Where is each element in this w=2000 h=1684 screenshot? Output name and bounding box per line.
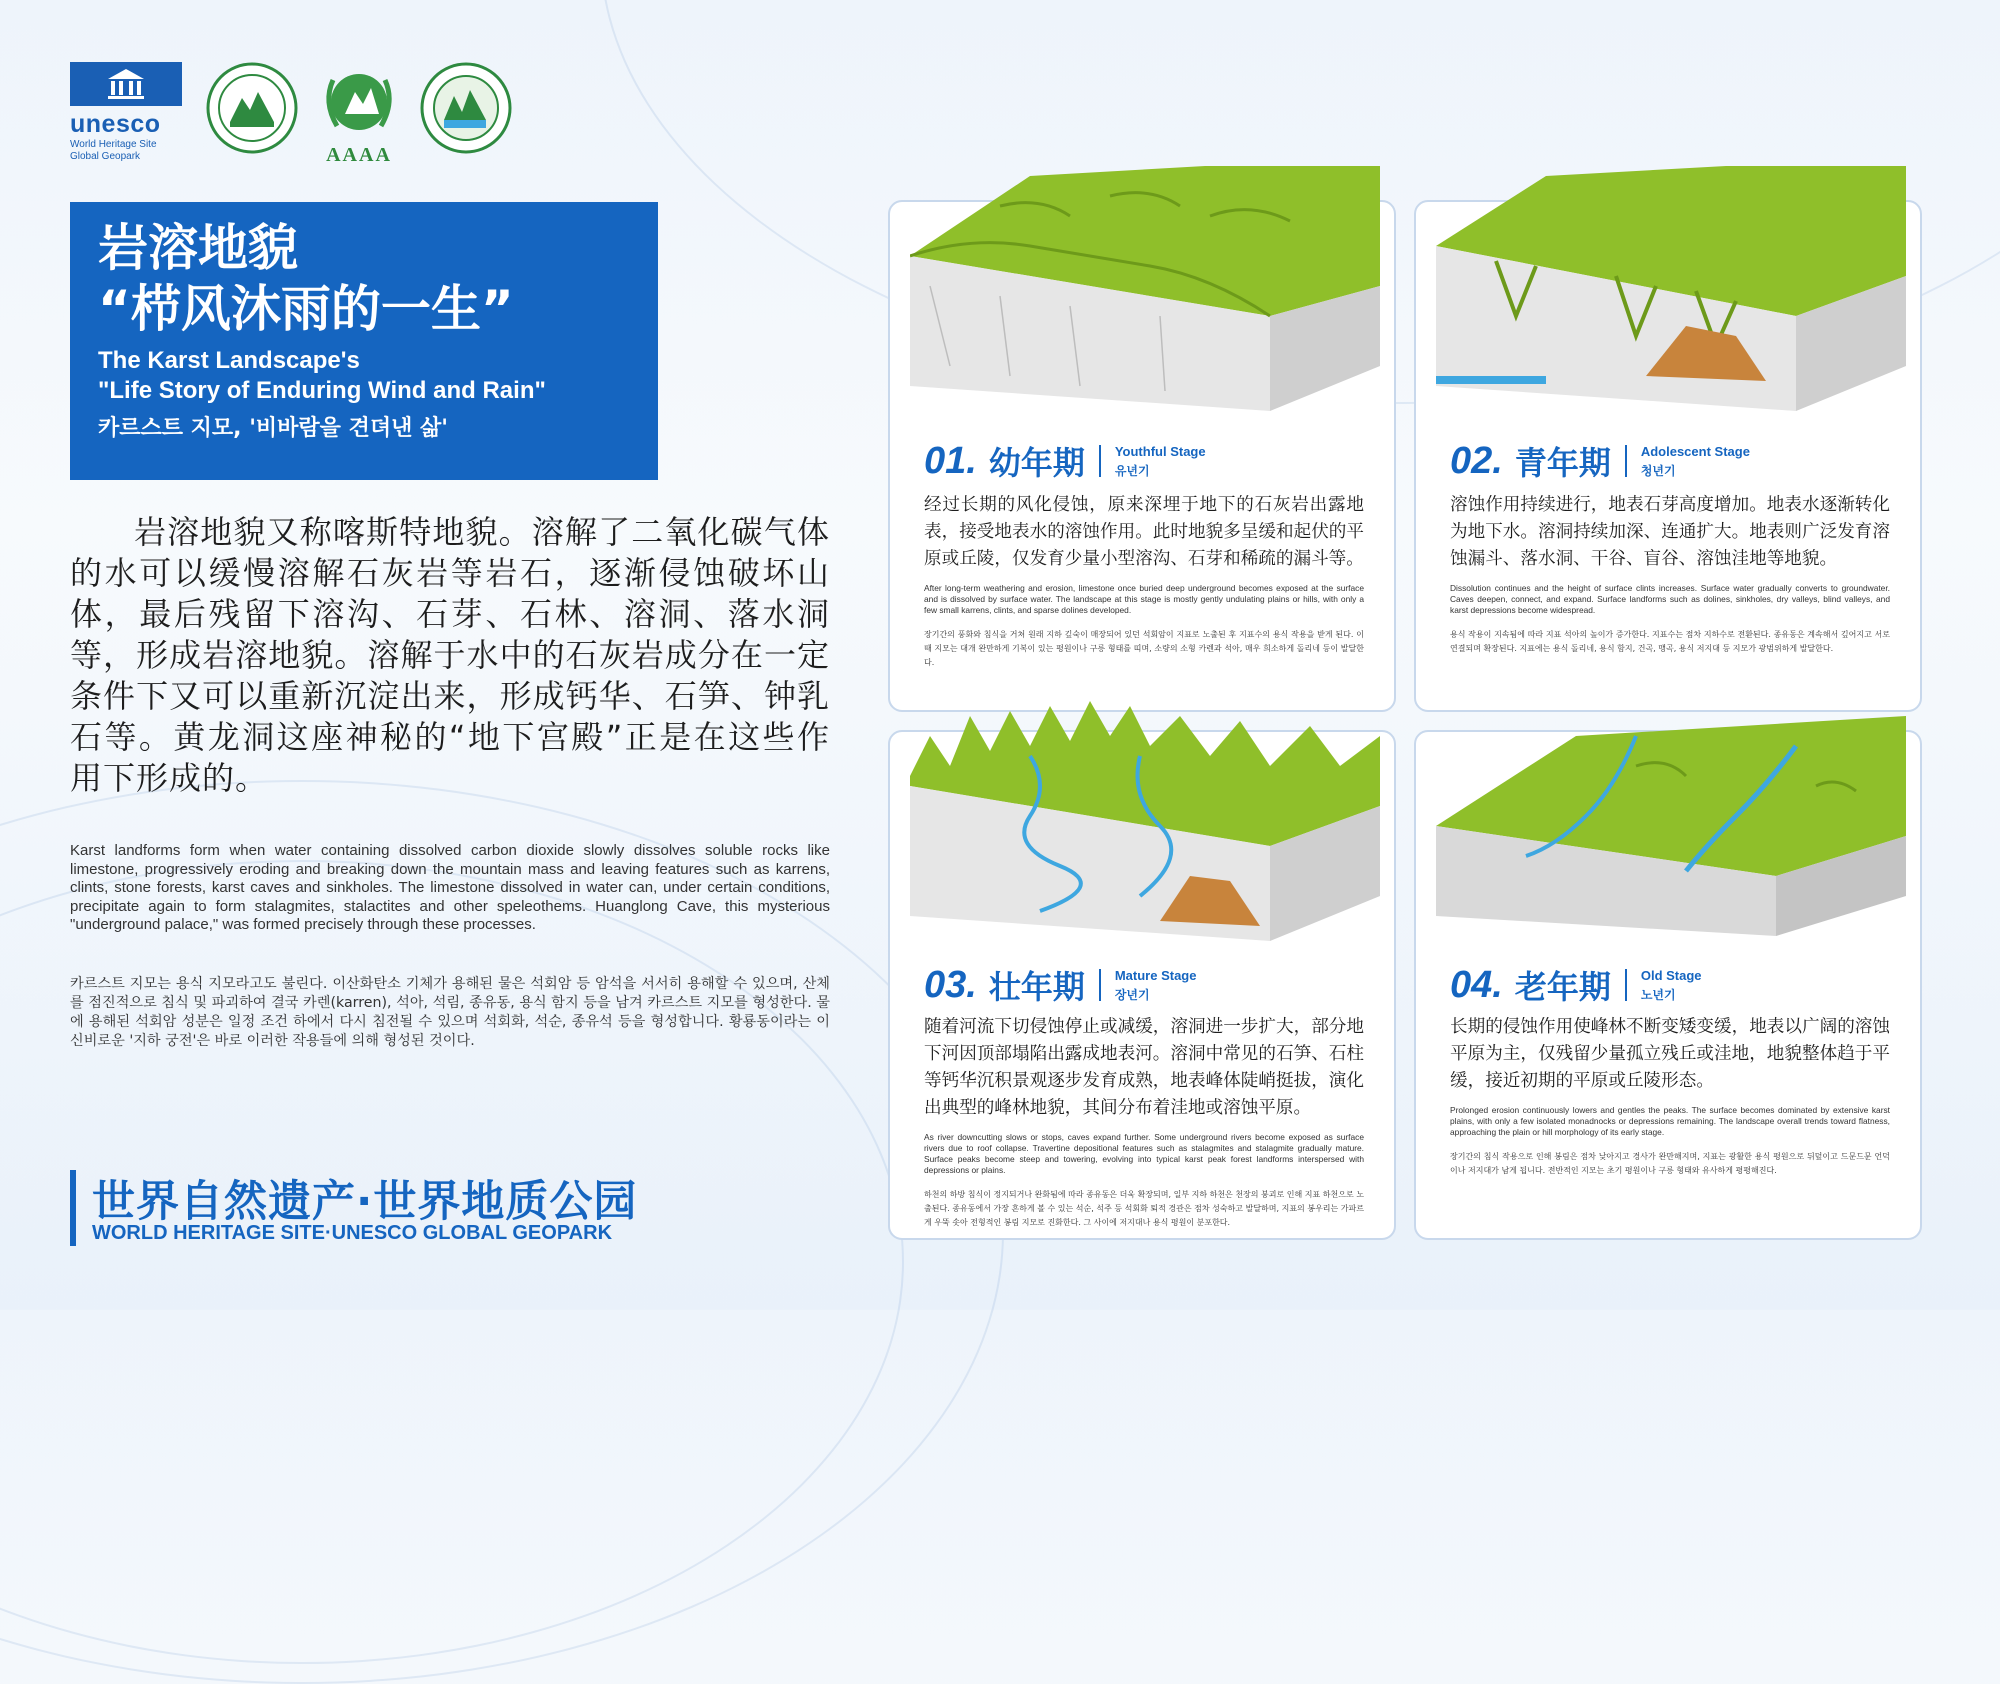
stage-header: [1450, 962, 1702, 1008]
stage-title-cn: 青年期: [1514, 444, 1611, 482]
youthful-stage-block-illustration: [910, 166, 1380, 416]
old-stage-block-illustration: [1436, 696, 1906, 946]
stage-number: 01.: [924, 439, 977, 482]
stage-label: [1641, 444, 1750, 479]
geopark-seal-icon: [420, 62, 512, 154]
aaaa-rating-logo: [312, 62, 406, 167]
stage-title-cn: 老年期: [1514, 968, 1611, 1006]
stage-desc-en: After long-term weathering and erosion, limestone once buried deep underground becomes exposed at the surface and is dissolved by surface water. The landscape at this stage is mostly gently undulating plains or hills, with only a few small karrens, clints, and sparse dolines developed.: [924, 583, 1364, 615]
stage-divider: [1625, 969, 1627, 1001]
stage-divider: [1625, 445, 1627, 477]
unesco-sub-text: World Heritage Site: [70, 139, 157, 150]
aaaa-text: AAAA: [326, 144, 392, 166]
stage-label: [1115, 444, 1206, 479]
stage-label-en: Old Stage: [1640, 967, 1702, 983]
stage-body: [1450, 1014, 1890, 1178]
stage-label-kr: 노년기: [1640, 987, 1676, 1002]
title-en-line2: "Life Story of Enduring Wind and Rain": [98, 377, 546, 404]
stage-desc-cn: 随着河流下切侵蚀停止或减缓，溶洞进一步扩大，部分地下河因顶部塌陷出露成地表河。溶洞中常见的石笋、石柱等钙华沉积景观逐步发育成熟，地表峰体陡峭挺拔，演化出典型的峰林地貌，其间分布着洼地或溶蚀平原。: [924, 1017, 1364, 1118]
stage-number: 03.: [924, 963, 977, 1006]
unesco-temple-icon: [70, 62, 182, 106]
stage-desc-kr: 용식 작용이 지속됨에 따라 지표 석아의 높이가 증가한다. 지표수는 점차 지하수로 전환된다. 종유동은 계속해서 깊어지고 서로 연결되며 확장된다. 지표에는 용식 돌리네, 용식 함지, 건곡, 맹곡, 용식 저지대 등 지모가 광범위하게 발달한다.: [1450, 630, 1890, 653]
stage-header: [924, 438, 1206, 484]
intro-english: Karst landforms form when water containing dissolved carbon dioxide slowly dissolves soluble rocks like limestone, progressively eroding and breaking down the mountain mass and leaving features such as karrens, clints, stone forests, karst caves and sinkholes. The limestone dissolved in water can, under certain conditions, precipitate again to form stalagmites, stalactites and other speleothems. Huanglong Cave, this mysterious "underground palace," was formed precisely through these processes.: [70, 842, 830, 934]
mature-stage-block-illustration: [910, 696, 1380, 946]
stage-desc-en: As river downcutting slows or stops, caves expand further. Some underground rivers become exposed as surface rivers due to roof collapse. Travertine depositional features such as stalagmites and stalagmite gradually mature. Surface peaks become steep and towering, evolving into typical karst peak forest landforms interspersed with depressions or plains.: [924, 1132, 1364, 1175]
stage-title-cn: 壮年期: [988, 968, 1085, 1006]
stage-title-cn: 幼年期: [988, 444, 1085, 482]
stage-divider: [1099, 969, 1101, 1001]
stage-desc-en: Dissolution continues and the height of surface clints increases. Surface water gradually converts to groundwater. Caves deepen, connect, and expand. Surface landforms such as dolines, sinkholes, dry valleys, blind valleys, and karst depressions become widespread.: [1450, 583, 1890, 615]
logo-bar: [70, 62, 512, 172]
intro-korean: 카르스트 지모는 용식 지모라고도 불린다. 이산화탄소 기체가 용해된 물은 석회암 등 암석을 서서히 용해할 수 있으며, 산체를 점진적으로 침식 및 파괴하여 결국 카렌(karren), 석아, 석림, 종유동, 용식 함지 등을 남겨 카르스트 지모를 형성한다. 물에 용해된 석회암 성분은 일정 조건 하에서 다시 침전될 수 있으며 석회화, 석순, 종유석 등을 형성합니다. 황룡동이라는 이 신비로운 '지하 궁전'은 바로 이러한 작용들에 의해 형성된 것이다.: [70, 976, 830, 1049]
stage-label-kr: 청년기: [1640, 463, 1676, 478]
national-park-seal-icon: [206, 62, 298, 154]
title-cn-line2: “栉风沐雨的一生”: [98, 280, 514, 338]
stage-panel-youthful: [888, 200, 1396, 712]
stage-label-en: Adolescent Stage: [1640, 443, 1750, 459]
unesco-sub-text: Global Geopark: [70, 151, 141, 162]
title-block: [70, 202, 658, 480]
stage-desc-kr: 하천의 하방 침식이 정지되거나 완화됨에 따라 종유동은 더욱 확장되며, 일부 지하 하천은 천장의 붕괴로 인해 지표 하천으로 노출된다. 종유동에서 가장 흔하게 볼 수 있는 석순, 석주 등 석회화 퇴적 경관은 점차 성숙하고 발달하며, 지표의 봉우리는 가파르게 우뚝 솟아 전형적인 봉림 지모로 진화한다. 그 사이에 저지대나 용식 평원이 분포한다.: [924, 1190, 1364, 1227]
footer-accent-bar: [70, 1170, 76, 1246]
stage-number: 02.: [1450, 439, 1503, 482]
stage-body: [924, 1014, 1364, 1230]
unesco-wordmark: unesco: [70, 110, 161, 138]
stage-desc-cn: 经过长期的风化侵蚀，原来深埋于地下的石灰岩出露地表，接受地表水的溶蚀作用。此时地貌多呈缓和起伏的平原或丘陵，仅发育少量小型溶沟、石芽和稀疏的漏斗等。: [924, 495, 1364, 569]
footer-chinese: 世界自然遗产·世界地质公园: [92, 1177, 638, 1227]
stage-divider: [1099, 445, 1101, 477]
title-cn-line1: 岩溶地貌: [98, 219, 298, 277]
stage-label-en: Mature Stage: [1114, 967, 1197, 983]
stage-desc-en: Prolonged erosion continuously lowers and gentles the peaks. The surface becomes dominated by extensive karst plains, with only a few isolated monadnocks or depressions remaining. The landscape overall trends toward flatness, approaching the plain or hill morphology of its early stage.: [1450, 1105, 1890, 1137]
adolescent-stage-block-illustration: [1436, 166, 1906, 416]
stage-desc-cn: 长期的侵蚀作用使峰林不断变矮变缓，地表以广阔的溶蚀平原为主，仅残留少量孤立残丘或洼地，地貌整体趋于平缓，接近初期的平原或丘陵形态。: [1450, 1017, 1890, 1091]
laurel-emblem-icon: [317, 62, 401, 142]
intro-chinese-text: 岩溶地貌又称喀斯特地貌。溶解了二氧化碳气体的水可以缓慢溶解石灰岩等岩石，逐渐侵蚀破坏山体，最后残留下溶沟、石芽、石林、溶洞、落水洞等，形成岩溶地貌。溶解于水中的石灰岩成分在一定条件下又可以重新沉淀出来，形成钙华、石笋、钟乳石等。黄龙洞这座神秘的“地下宫殿”正是在这些作用下形成的。: [70, 513, 830, 797]
title-en-line1: The Karst Landscape's: [98, 347, 360, 374]
stage-desc-cn: 溶蚀作用持续进行，地表石芽高度增加。地表水逐渐转化为地下水。溶洞持续加深、连通扩大。地表则广泛发育溶蚀漏斗、落水洞、干谷、盲谷、溶蚀洼地等地貌。: [1450, 495, 1890, 569]
stage-panel-adolescent: [1414, 200, 1922, 712]
unesco-logo: [70, 62, 182, 170]
stage-panel-old: [1414, 730, 1922, 1240]
stage-desc-kr: 장기간의 침식 작용으로 인해 봉림은 점차 낮아지고 경사가 완만해지며, 지표는 광활한 용식 평원으로 뒤덮이고 드문드문 언덕이나 저지대가 남게 됩니다. 전반적인 지모는 초기 평원이나 구릉 형태와 유사하게 평평해진다.: [1450, 1152, 1890, 1175]
stage-number: 04.: [1450, 963, 1503, 1006]
footer-english: WORLD HERITAGE SITE·UNESCO GLOBAL GEOPARK: [92, 1222, 613, 1244]
stage-label: [1641, 968, 1702, 1003]
stage-panel-mature: [888, 730, 1396, 1240]
stage-header: [1450, 438, 1750, 484]
stage-label-kr: 유년기: [1114, 463, 1150, 478]
stage-body: [1450, 492, 1890, 656]
intro-chinese: [70, 512, 830, 799]
stage-body: [924, 492, 1364, 670]
stage-header: [924, 962, 1196, 1008]
stage-label: [1115, 968, 1197, 1003]
stage-label-kr: 장년기: [1114, 987, 1150, 1002]
stage-label-en: Youthful Stage: [1114, 443, 1206, 459]
stage-desc-kr: 장기간의 풍화와 침식을 거쳐 원래 지하 깊숙이 매장되어 있던 석회암이 지표로 노출된 후 지표수의 용식 작용을 받게 된다. 이때 지모는 대개 완만하게 기복이 있는 평원이나 구릉 형태를 띠며, 소량의 소형 카렌과 석아, 매우 희소하게 돌리네 등이 발달한다.: [924, 630, 1364, 667]
title-kr: 카르스트 지모, '비바람을 견뎌낸 삶': [98, 416, 448, 441]
